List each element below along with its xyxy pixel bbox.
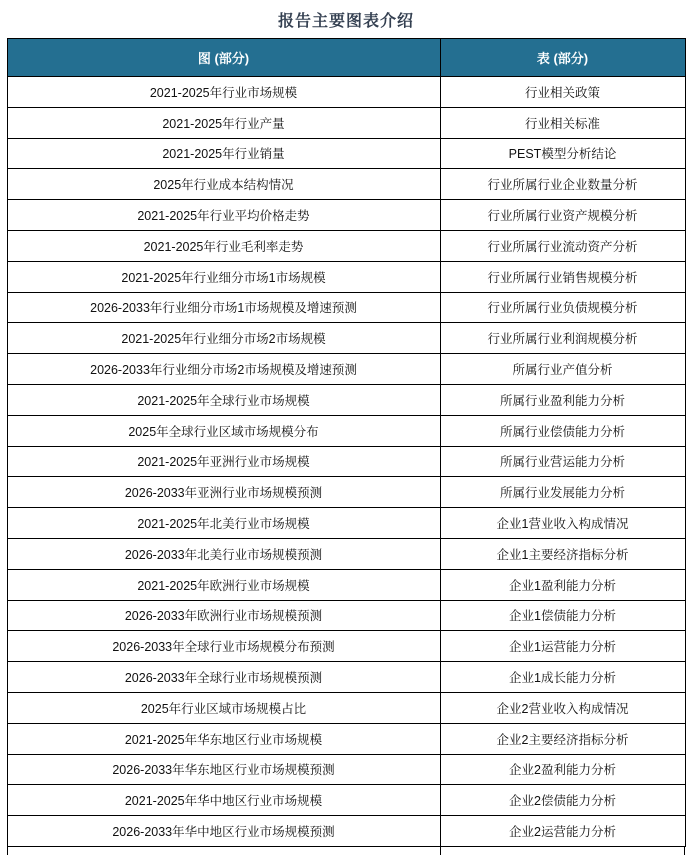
- table-name-cell: 企业2盈利能力分析: [440, 754, 685, 785]
- table-name-cell: 所属行业发展能力分析: [440, 477, 685, 508]
- figure-name-cell: 2021-2025年欧洲行业市场规模: [7, 569, 440, 600]
- figure-name-cell: 2026-2033年华东地区行业市场规模预测: [7, 754, 440, 785]
- table-row: [7, 785, 685, 816]
- figure-name-cell: 2026-2033年亚洲行业市场规模预测: [7, 477, 440, 508]
- figure-name-cell: 2025年全球行业区域市场规模分布: [7, 415, 440, 446]
- table-row: [7, 261, 685, 292]
- table-row: [7, 538, 685, 569]
- table-name-cell: 企业2主要经济指标分析: [440, 723, 685, 754]
- table-row: [7, 230, 685, 261]
- table-name-cell: 所属行业偿债能力分析: [440, 415, 685, 446]
- table-row: [7, 138, 685, 169]
- table-row: [7, 754, 685, 785]
- table-name-cell: 企业1成长能力分析: [440, 662, 685, 693]
- table-row: [7, 354, 685, 385]
- table-row: [7, 569, 685, 600]
- table-name-cell: 所属行业产值分析: [440, 354, 685, 385]
- table-row: [7, 723, 685, 754]
- figure-name-cell: 2021-2025年行业市场规模: [7, 77, 440, 108]
- table-header-row: [7, 39, 685, 77]
- figure-name-cell: 2021-2025年行业产量: [7, 107, 440, 138]
- figure-name-cell: 2026-2033年欧洲行业市场规模预测: [7, 600, 440, 631]
- table-row: [7, 446, 685, 477]
- table-row: [7, 477, 685, 508]
- table-row: [7, 77, 685, 108]
- figure-name-cell: 2021-2025年行业平均价格走势: [7, 200, 440, 231]
- table-name-cell: 行业所属行业流动资产分析: [440, 230, 685, 261]
- table-name-cell: 行业相关标准: [440, 107, 685, 138]
- table-row: [7, 415, 685, 446]
- figure-name-cell: 2021-2025年华中地区行业市场规模: [7, 785, 440, 816]
- table-row: [7, 662, 685, 693]
- table-row: [7, 384, 685, 415]
- figure-name-cell: 2025年行业区域市场规模占比: [7, 692, 440, 723]
- table-name-cell: 企业2营业收入构成情况: [440, 692, 685, 723]
- figure-name-cell: 2021-2025年亚洲行业市场规模: [7, 446, 440, 477]
- figure-name-cell: 2026-2033年北美行业市场规模预测: [7, 538, 440, 569]
- report-charts-table: [7, 38, 686, 847]
- column-header-figures: 图 (部分): [7, 39, 440, 77]
- table-row: [7, 107, 685, 138]
- figure-name-cell: 2026-2033年全球行业市场规模分布预测: [7, 631, 440, 662]
- figure-name-cell: 2021-2025年行业细分市场1市场规模: [7, 261, 440, 292]
- table-name-cell: 所属行业营运能力分析: [440, 446, 685, 477]
- table-row: [7, 692, 685, 723]
- figure-name-cell: 2021-2025年行业销量: [7, 138, 440, 169]
- table-row: [7, 292, 685, 323]
- table-name-cell: 企业2运营能力分析: [440, 816, 685, 847]
- partial-row-cutoff: [7, 847, 685, 855]
- table-name-cell: 所属行业盈利能力分析: [440, 384, 685, 415]
- column-header-tables: 表 (部分): [440, 39, 685, 77]
- figure-name-cell: 2021-2025年全球行业市场规模: [7, 384, 440, 415]
- figure-name-cell: 2026-2033年行业细分市场1市场规模及增速预测: [7, 292, 440, 323]
- table-name-cell: 行业所属行业利润规模分析: [440, 323, 685, 354]
- figure-name-cell: 2021-2025年华东地区行业市场规模: [7, 723, 440, 754]
- table-name-cell: 企业2偿债能力分析: [440, 785, 685, 816]
- table-name-cell: 企业1主要经济指标分析: [440, 538, 685, 569]
- table-row: [7, 169, 685, 200]
- table-row: [7, 600, 685, 631]
- figure-name-cell: 2026-2033年华中地区行业市场规模预测: [7, 816, 440, 847]
- figure-name-cell: 2025年行业成本结构情况: [7, 169, 440, 200]
- table-row: [7, 816, 685, 847]
- page-title: 报告主要图表介绍: [277, 13, 414, 30]
- table-row: [7, 631, 685, 662]
- figure-name-cell: 2026-2033年全球行业市场规模预测: [7, 662, 440, 693]
- table-name-cell: 行业相关政策: [440, 77, 685, 108]
- table-name-cell: 企业1盈利能力分析: [440, 569, 685, 600]
- table-name-cell: 行业所属行业负债规模分析: [440, 292, 685, 323]
- figure-name-cell: 2021-2025年行业细分市场2市场规模: [7, 323, 440, 354]
- table-name-cell: PEST模型分析结论: [440, 138, 685, 169]
- figure-name-cell: 2021-2025年北美行业市场规模: [7, 508, 440, 539]
- table-row: [7, 200, 685, 231]
- table-row: [7, 323, 685, 354]
- table-name-cell: 企业1运营能力分析: [440, 631, 685, 662]
- table-name-cell: 行业所属行业销售规模分析: [440, 261, 685, 292]
- figure-name-cell: 2021-2025年行业毛利率走势: [7, 230, 440, 261]
- table-name-cell: 行业所属行业资产规模分析: [440, 200, 685, 231]
- table-name-cell: 企业1营业收入构成情况: [440, 508, 685, 539]
- table-name-cell: 企业1偿债能力分析: [440, 600, 685, 631]
- figure-name-cell: 2026-2033年行业细分市场2市场规模及增速预测: [7, 354, 440, 385]
- table-name-cell: 行业所属行业企业数量分析: [440, 169, 685, 200]
- table-row: [7, 508, 685, 539]
